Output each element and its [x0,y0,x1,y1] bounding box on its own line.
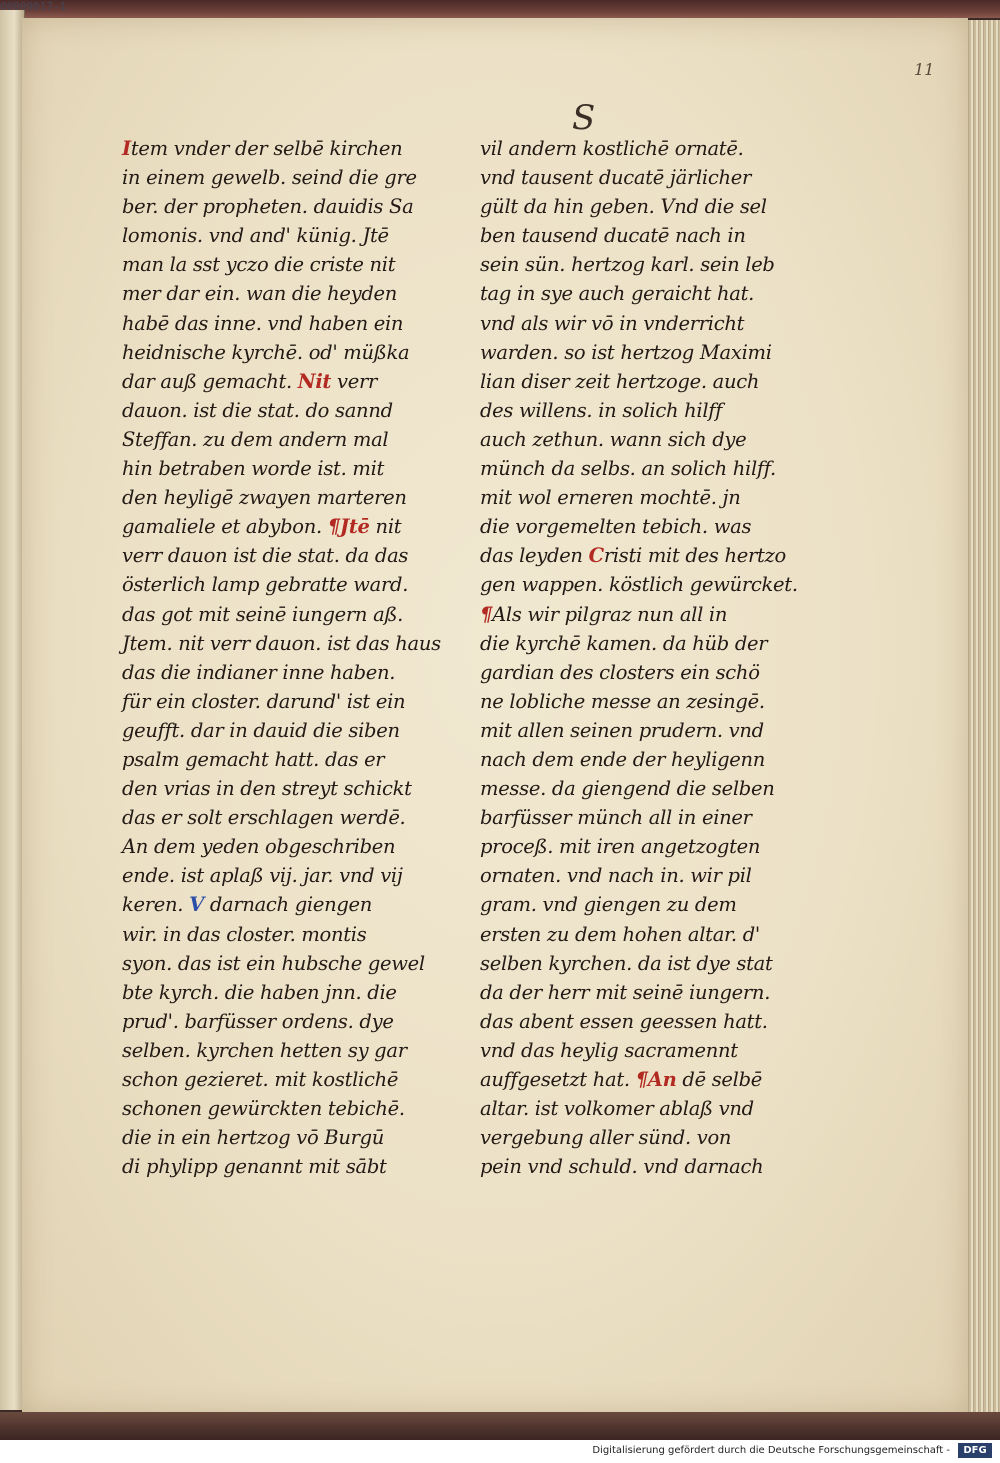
line-text: vnd das heylig sacramennt [480,1038,738,1062]
line-text: die kyrchē kamen. da hüb der [480,631,768,655]
text-line [480,221,820,250]
line-text: geufft. dar in dauid die siben [122,718,400,742]
rubric-mark: ¶An [635,1068,677,1091]
line-text: ber. der propheten. dauidis Sa [122,195,414,219]
line-text: mit wol erneren mochtē. jn [480,486,741,510]
line-text: in einem gewelb. seind die gre [122,166,417,190]
line-text: man la sst yczo die criste nit [122,253,396,277]
text-line [480,978,820,1007]
text-line [122,920,462,949]
line-text: bte kyrch. die haben jnn. die [122,980,397,1004]
text-line [480,396,820,425]
dfg-logo: DFG [958,1443,992,1458]
text-line [122,978,462,1007]
text-line [122,163,462,192]
line-text: münch da selbs. an solich hilff. [480,457,776,481]
text-line [480,920,820,949]
line-text: gült da hin geben. Vnd die sel [480,195,767,219]
text-line [122,396,462,425]
text-line [480,1094,820,1123]
text-line [122,1123,462,1152]
line-text: vil andern kostlichē ornatē. [480,137,744,160]
text-line [122,658,462,687]
line-text-continued: darnach giengen [203,893,373,917]
line-text: An dem yeden obgeschriben [122,835,396,859]
text-line [122,832,462,861]
line-text: schonen gewürckten tebichē. [122,1097,405,1121]
line-text: das abent essen geessen hatt. [480,1009,768,1033]
line-text: den heyligē zwayen marteren [122,486,407,510]
signature-mark: S [572,98,596,138]
line-text-continued: risti mit des hertzo [603,544,786,568]
text-line [480,163,820,192]
text-line [480,1123,820,1152]
text-line [480,774,820,803]
line-text: syon. das ist ein hubsche gewel [122,951,425,975]
line-text: psalm gemacht hatt. das er [122,747,385,771]
line-text: pein vnd schuld. vnd darnach [480,1155,764,1179]
line-text: wir. in das closter. montis [122,922,367,946]
text-line [480,687,820,716]
text-line [122,221,462,250]
line-text: tem vnder der selbē kirchen [130,137,403,160]
line-text: vnd als wir vō in vnderricht [480,311,745,335]
text-line [122,1036,462,1065]
line-text: di phylipp genannt mit sābt [122,1155,387,1179]
line-text: lomonis. vnd and' künig. Jtē [122,224,389,248]
rubricated-initial: ¶ [480,602,493,626]
rubric-mark: Nit [297,369,332,393]
text-line [480,745,820,774]
text-line [122,1065,462,1094]
line-text: altar. ist volkomer ablaß vnd [480,1097,754,1121]
line-text: das leyden [480,544,589,568]
line-text: ornaten. vnd nach in. wir pil [480,864,752,888]
line-text: barfüsser münch all in einer [480,806,752,830]
book-top-edge [0,0,1000,18]
text-line [480,338,820,367]
line-text: dauon. ist die stat. do sannd [122,398,393,422]
text-line [122,745,462,774]
text-line [122,454,462,483]
line-text: da der herr mit seinē iungern. [480,980,771,1004]
line-text: auch zethun. wann sich dye [480,427,747,451]
line-text: des willens. in solich hilff [480,398,723,422]
text-line [480,309,820,338]
line-text-continued: nit [369,515,402,539]
line-text: den vrias in den streyt schickt [122,777,412,801]
book-bottom-edge [0,1412,1000,1440]
line-text-continued: dē selbē [676,1068,763,1091]
text-line [480,832,820,861]
line-text: verr dauon ist die stat. da das [122,544,409,568]
text-line [122,425,462,454]
line-text: österlich lamp gebratte ward. [122,573,409,597]
line-text: die vorgemelten tebich. was [480,515,752,539]
text-line [480,1007,820,1036]
line-text: mer dar ein. wan die heyden [122,282,398,306]
text-line [122,1094,462,1123]
text-line [122,338,462,367]
text-line [122,687,462,716]
text-column-left [122,134,462,1181]
text-line [480,192,820,221]
line-text: ersten zu dem hohen altar. d' [480,922,760,946]
text-line [480,512,820,541]
rubric-mark: C [588,544,604,568]
line-text: habē das inne. vnd haben ein [122,311,404,335]
line-text: gram. vnd giengen zu dem [480,893,737,917]
line-text: vergebung aller sünd. von [480,1126,732,1150]
line-text: gen wappen. köstlich gewürcket. [480,573,798,597]
text-line [480,1152,820,1181]
line-text: für ein closter. darund' ist ein [122,689,406,713]
text-line [480,134,820,163]
line-text: sein sün. hertzog karl. sein leb [480,253,775,277]
text-line [480,367,820,396]
line-text: Steffan. zu dem andern mal [122,427,389,451]
text-line [122,541,462,570]
text-line [122,134,462,163]
line-text: ben tausend ducatē nach in [480,224,746,248]
text-line [480,454,820,483]
text-line [122,570,462,599]
line-text: selben kyrchen. da ist dye stat [480,951,773,975]
line-text: selben. kyrchen hetten sy gar [122,1038,407,1062]
line-text: gamaliele et abybon. [122,515,328,539]
line-text: warden. so ist hertzog Maximi [480,340,772,364]
text-line [480,949,820,978]
text-line [122,192,462,221]
line-text: keren. [122,893,190,917]
line-text: mit allen seinen prudern. vnd [480,718,764,742]
text-line [122,861,462,890]
line-text: schon gezieret. mit kostlichē [122,1068,399,1091]
line-text: das er solt erschlagen werdē. [122,806,406,830]
text-line [122,309,462,338]
text-line [480,425,820,454]
line-text: hin betraben worde ist. mit [122,457,385,481]
text-line [122,1007,462,1036]
line-text-continued: verr [331,369,378,393]
line-text: lian diser zeit hertzoge. auch [480,369,760,393]
line-text: heidnische kyrchē. od' müßka [122,340,410,364]
line-text: prud'. barfüsser ordens. dye [122,1009,394,1033]
text-line [122,949,462,978]
rubricated-initial: I [122,137,131,160]
text-line [480,250,820,279]
text-line [480,1065,820,1094]
text-line [122,774,462,803]
text-line [480,629,820,658]
page-stack-edge [963,20,1000,1415]
line-text: das die indianer inne haben. [122,660,396,684]
text-line [122,1152,462,1181]
manuscript-page [22,18,968,1414]
text-line [480,279,820,308]
text-line [480,1036,820,1065]
text-line [122,483,462,512]
rubric-mark: ¶Jtē [327,515,370,539]
line-text: gardian des closters ein schö [480,660,760,684]
footer-bar [0,1440,1000,1463]
line-text: proceß. mit iren angetzogten [480,835,761,859]
text-line [122,279,462,308]
text-line [480,716,820,745]
line-text: ne lobliche messe an zesingē. [480,689,765,713]
text-line [122,512,462,541]
rubric-mark: V [189,893,204,917]
line-text: ende. ist aplaß vij. jar. vnd vij [122,864,403,888]
line-text: vnd tausent ducatē järlicher [480,166,751,190]
text-line [480,890,820,919]
line-text: Als wir pilgraz nun all in [492,602,728,626]
text-column-right [480,134,820,1181]
line-text: Jtem. nit verr dauon. ist das haus [122,631,441,655]
line-text: das got mit seinē iungern aß. [122,602,404,626]
text-line [122,890,462,919]
text-line [480,861,820,890]
text-line [480,570,820,599]
text-line [480,600,820,629]
text-line [122,716,462,745]
text-line [122,629,462,658]
funding-notice: Digitalisierung gefördert durch die Deutsche Forschungsgemeinschaft - [592,1445,950,1456]
line-text: nach dem ende der heyligenn [480,747,766,771]
line-text: messe. da giengend die selben [480,777,775,801]
text-line [122,803,462,832]
call-number: 00009017-1 [0,0,67,13]
text-line [122,250,462,279]
line-text: auffgesetzt hat. [480,1068,636,1091]
text-line [480,658,820,687]
text-line [122,367,462,396]
folio-number: 11 [914,60,935,79]
line-text: dar auß gemacht. [122,369,298,393]
text-line [480,541,820,570]
text-line [480,483,820,512]
text-line [122,600,462,629]
line-text: die in ein hertzog vō Burgū [122,1126,385,1150]
line-text: tag in sye auch geraicht hat. [480,282,755,306]
text-line [480,803,820,832]
